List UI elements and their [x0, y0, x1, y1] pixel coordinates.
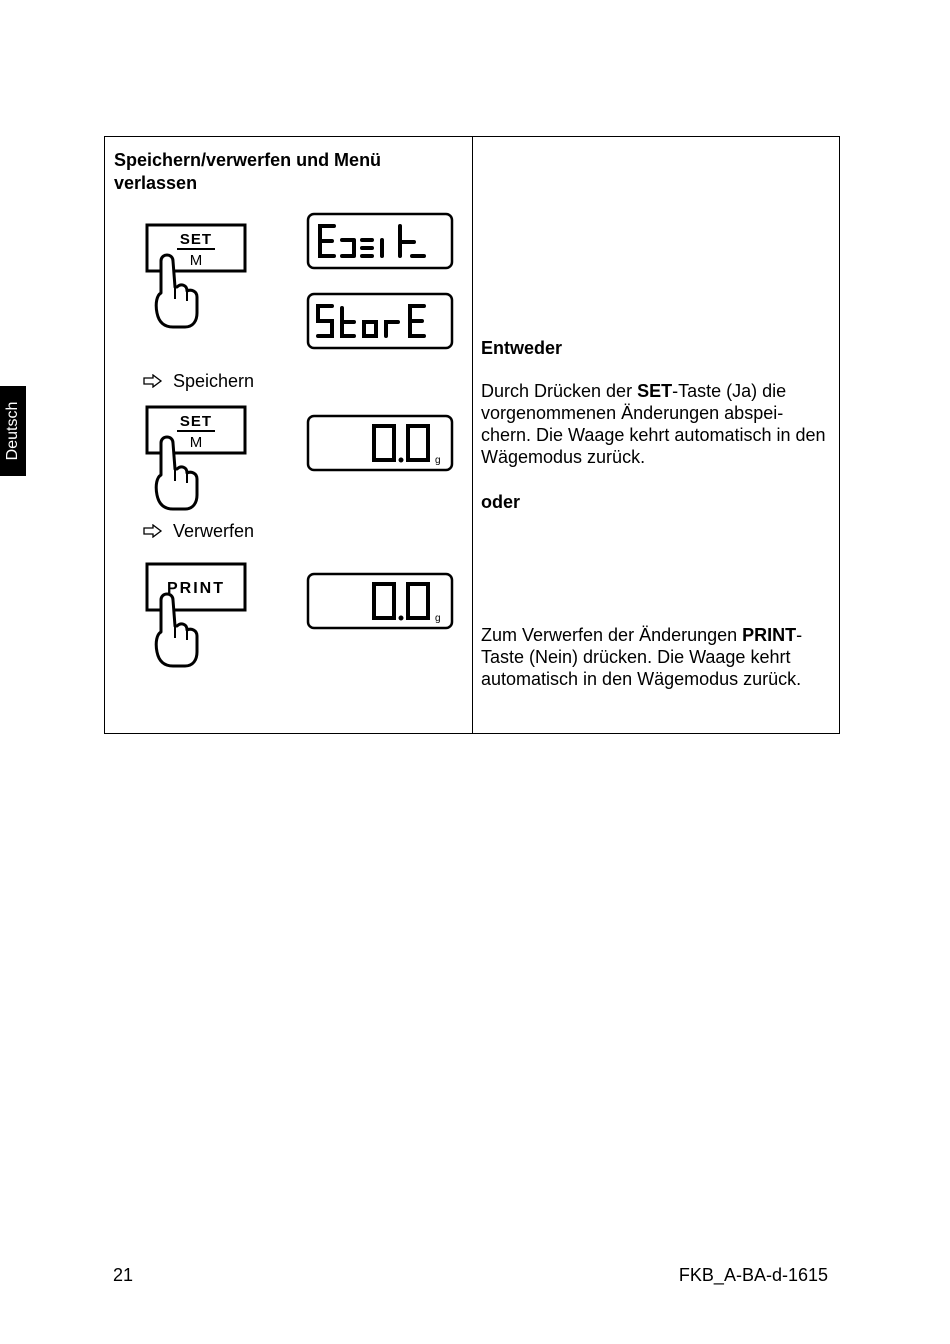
document-id: FKB_A-BA-d-1615	[678, 1265, 828, 1285]
discard-text-start: Zum Verwerfen der Änderungen	[481, 625, 743, 645]
lcd-unit: g	[435, 455, 441, 466]
print-key-label: PRINT	[167, 580, 225, 597]
option-save-label: Speichern	[173, 371, 255, 391]
instruction-table	[104, 136, 840, 734]
column-divider	[472, 137, 473, 733]
arrow-right-icon	[143, 374, 163, 388]
language-tab-label: Deutsch	[4, 401, 21, 461]
set-key-label: SET	[179, 231, 213, 248]
lcd-store-text: StorE	[306, 292, 309, 293]
lcd-zero-text: 0.0	[306, 414, 308, 415]
option-save	[143, 370, 254, 392]
language-tab	[0, 386, 26, 476]
lcd-exit-text: EXIT	[306, 212, 309, 213]
or-label: oder	[481, 492, 521, 512]
set-key-label: SET	[179, 413, 213, 430]
set-key-illustration-2	[145, 405, 249, 517]
lcd-zero-text: 0.0	[306, 572, 308, 573]
option-discard	[143, 520, 254, 542]
lcd-display-zero-2	[306, 572, 454, 630]
m-key-label: M	[189, 434, 203, 451]
save-key-name: SET	[637, 381, 673, 401]
save-text-end: -Taste (Ja) die vorgenommenen Änderungen abspei-chern. Die Waage kehrt automatisch in den Wägemodus zurück.	[481, 381, 826, 467]
discard-text-end: -Taste (Nein) drücken. Die Waage kehrt automatisch in den Wägemodus zurück.	[481, 625, 803, 689]
either-label: Entweder	[481, 338, 563, 358]
lcd-unit: g	[435, 613, 441, 624]
m-key-label: M	[189, 252, 203, 269]
save-text-start: Durch Drücken der	[481, 381, 638, 401]
set-key-illustration	[145, 223, 249, 335]
option-discard-label: Verwerfen	[173, 521, 255, 541]
print-key-illustration	[145, 562, 249, 674]
section-heading: Speichern/verwerfen und Menü verlassen	[114, 150, 382, 193]
discard-description	[481, 624, 831, 690]
page-number: 21	[113, 1265, 134, 1285]
arrow-right-icon	[143, 524, 163, 538]
lcd-display-exit	[306, 212, 454, 270]
lcd-display-zero	[306, 414, 454, 472]
save-description	[481, 380, 831, 468]
lcd-display-store	[306, 292, 454, 350]
discard-key-name: PRINT	[742, 625, 797, 645]
